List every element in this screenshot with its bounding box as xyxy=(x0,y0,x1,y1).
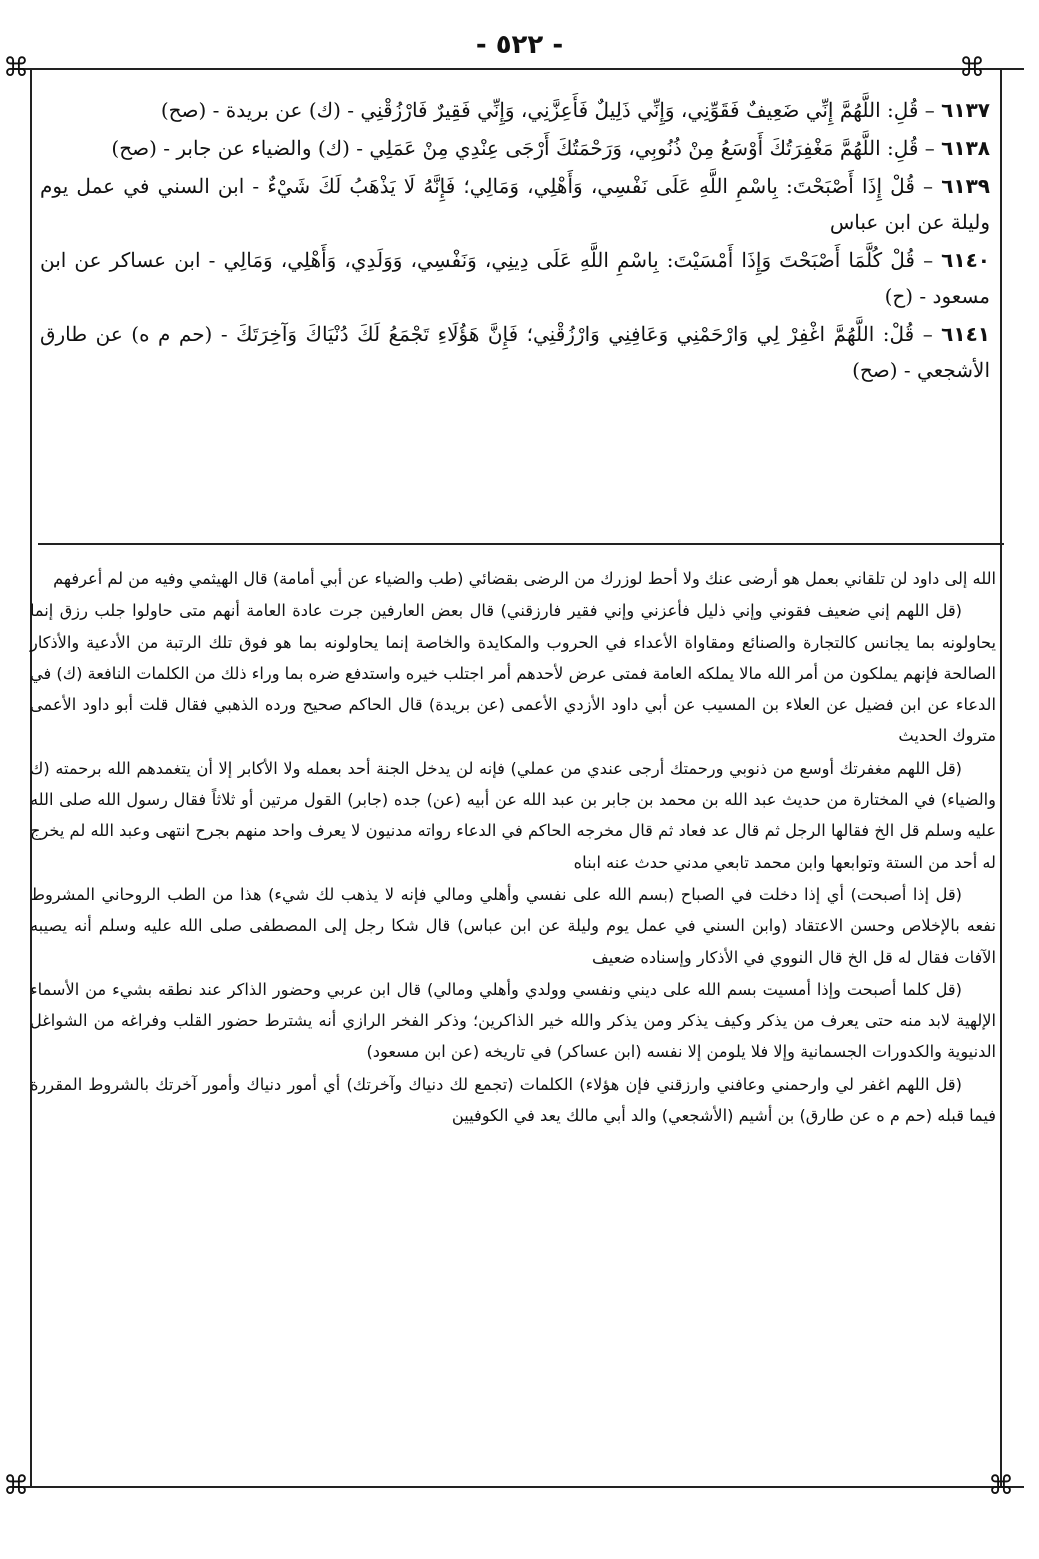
hadith-number: ٦١٤١ xyxy=(941,322,990,346)
page-number: - ٥٢٢ - xyxy=(475,30,564,60)
hadith-text: – قُلْ إِذَا أَصْبَحْتَ: بِاسْمِ اللَّهِ عَلَى نَفْسِي، وَأَهْلِي، وَمَالِي؛ فَإِنَّهُ لَا يَذْهَبُ لَكَ شَيْءٌ - ابن السني في عمل يوم وليلة عن ابن عباس xyxy=(40,174,990,234)
ornament-corner-icon: ⌘ xyxy=(988,1471,1014,1501)
frame-bottom-rule xyxy=(12,1486,1024,1488)
commentary-paragraph: (قل كلما أصبحت وإذا أمسيت بسم الله على ديني ونفسي وولدي وأهلي ومالي) قال ابن عربي وحضور الذاكر عند نطقه بشيء من الأسماء الإلهية لابد منه حتى يعرف من يذكر وكيف يذكر ومن يذكر والله خير الذاكرين؛ وذكر الفخر الرازي أنه يشترط حضور القلب وفراغه من الشواغل الدنيوية والكدورات الجسمانية وإلا فلا يلومن إلا نفسه (ابن عساكر) في تاريخه (عن ابن مسعود) xyxy=(30,979,996,1062)
hadith-section xyxy=(40,92,990,390)
ornament-corner-icon: ⌘ xyxy=(959,53,985,83)
hadith-number: ٦١٤٠ xyxy=(941,248,990,272)
hadith-number: ٦١٣٧ xyxy=(941,98,990,122)
commentary-paragraph: (قل اللهم اغفر لي وارحمني وعافني وارزقني فإن هؤلاء) الكلمات (تجمع لك دنياك وآخرتك) أي أمور دنياك وأمور آخرتك بالشروط المقررة فيما قبله (حم م ه عن طارق) بن أشيم (الأشجعي) والد أبي مالك يعد في الكوفيين xyxy=(30,1074,996,1126)
hadith-entry xyxy=(40,92,990,128)
ornament-corner-icon: ⌘ xyxy=(3,53,29,83)
ornament-corner-icon: ⌘ xyxy=(3,1471,29,1501)
hadith-number: ٦١٣٩ xyxy=(941,174,991,198)
commentary-paragraph: (قل اللهم مغفرتك أوسع من ذنوبي ورحمتك أرجى عندي من عملي) فإنه لن يدخل الجنة أحد بعمله ولا الأكابر إلا أن يتغمدهم الله برحمته (ك والضياء) في المختارة من حديث عبد الله بن محمد بن جابر بن عبد الله عن أبيه (عن) جده (جابر) القول مرتين أو ثلاثاً فقال رسول الله صلى الله عليه وسلم قل الخ فقالها الرجل ثم قال عد فعاد ثم قال مخرجه الحاكم في الدعاء رواته مدنيون لا يعرف واحد منهم بجرح انتهى وعبد الله لم يخرج له أحد من الستة وتوابعها وابن محمد تابعي مدني حدث عنه ابناه xyxy=(30,758,996,872)
commentary-section xyxy=(30,563,996,1132)
commentary-paragraph: (قل إذا أصبحت) أي إذا دخلت في الصباح (بسم الله على نفسي وأهلي ومالي فإنه لا يذهب لك شيء) هذا من الطب الروحاني المشروط نفعه بالإخلاص وحسن الاعتقاد (وابن السني في عمل يوم وليلة عن ابن عباس) قال شكا رجل إلى المصطفى صلى الله عليه وسلم أنه يصيبه الآفات فقال له قل الخ قال النووي في الأذكار وإسناده ضعيف xyxy=(30,884,996,967)
hadith-text: – قُلِ: اللَّهُمَّ إِنِّي ضَعِيفٌ فَقَوِّنِي، وَإِنِّي ذَلِيلٌ فَأَعِزَّنِي، وَإِنِّي فَقِيرٌ فَارْزُقْنِي - (ك) عن بريدة - (صح) xyxy=(160,98,935,122)
commentary-paragraph: الله إلى داود لن تلقاني بعمل هو أرضى عنك ولا أحط لوزرك من الرضى بقضائي (طب والضياء عن أبي أمامة) قال الهيثمي وفيه من لم أعرفهم xyxy=(53,569,996,588)
hadith-entry xyxy=(40,168,990,240)
hadith-entry xyxy=(40,242,990,314)
commentary-paragraph: (قل اللهم إني ضعيف فقوني وإني ذليل فأعزني وإني فقير فارزقني) قال بعض العارفين جرت عادة العامة أنهم متى حاولوا جلب رزق إنما يحاولونه بما يجانس كالتجارة والصنائع ومقاواة الأعداء في الحروب والمكايدة والخاصة إنما يحاولونه بما هو فوق تلك الرتبة من الأدعية والأذكار الصالحة فإنهم يملكون من أمر الله مالا يملكه العامة فمتى عرض لأحدهم أمر اجتلب خيره واستدفع ضره بما وراء ذلك من الكلمات النافعة (ك) في الدعاء عن ابن فضيل عن العلاء بن المسيب عن أبي داود الأزدي الأعمى (عن بريدة) قال الحاكم صحيح ورده الذهبي فقال قلت أبو داود الأعمى متروك الحديث xyxy=(30,601,996,746)
hadith-text: – قُلْ كُلَّمَا أَصْبَحْتَ وَإِذَا أَمْسَيْتَ: بِاسْمِ اللَّهِ عَلَى دِينِي، وَنَفْسِي، وَوَلَدِي، وَأَهْلِي، وَمَالِي - ابن عساكر عن ابن مسعود - (ح) xyxy=(40,248,990,308)
hadith-entry xyxy=(40,130,990,166)
hadith-number: ٦١٣٨ xyxy=(941,136,990,160)
hadith-text: – قُلِ: اللَّهُمَّ مَغْفِرَتُكَ أَوْسَعُ مِنْ ذُنُوبِي، وَرَحْمَتُكَ أَرْجَى عِنْدِي مِنْ عَمَلِي - (ك) والضياء عن جابر - (صح) xyxy=(111,136,935,160)
hadith-text: – قُلْ: اللَّهُمَّ اغْفِرْ لِي وَارْحَمْنِي وَعَافِنِي وَارْزُقْنِي؛ فَإِنَّ هَؤُلَاءِ تَجْمَعُ لَكَ دُنْيَاكَ وَآخِرَتَكَ - (حم م ه) عن طارق الأشجعي - (صح) xyxy=(40,322,990,382)
hadith-entry xyxy=(40,316,990,388)
section-divider xyxy=(38,543,1004,545)
